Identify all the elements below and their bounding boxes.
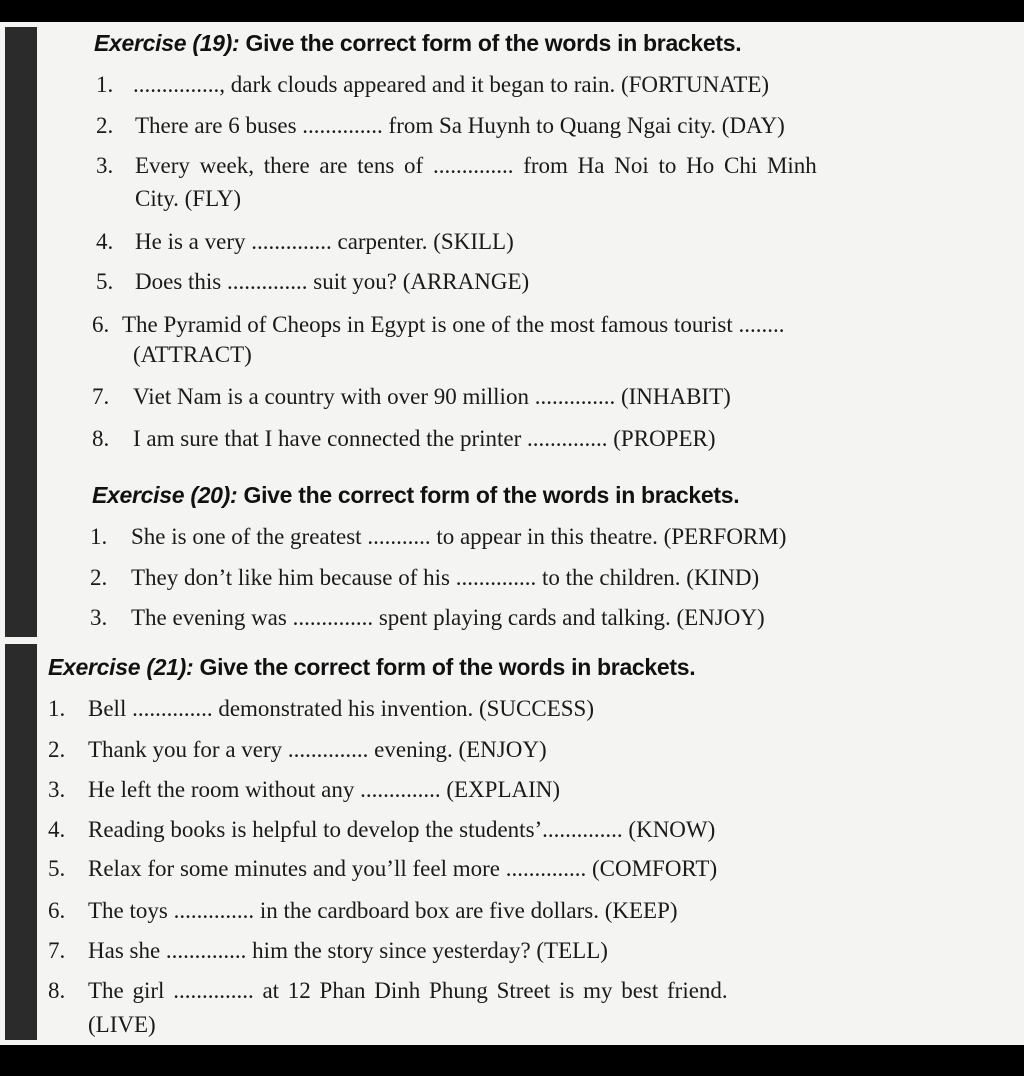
item-text: Does this .............. suit you? (ARRANGE) <box>135 269 530 294</box>
ex19-item-8 <box>92 426 716 452</box>
ex19-item-4 <box>96 229 514 255</box>
exercise-19-instruction: Give the correct form of the words in brackets. <box>239 30 742 56</box>
item-text: Relax for some minutes and you’ll feel more .............. (COMFORT) <box>88 856 718 881</box>
ex19-item-2 <box>96 113 785 139</box>
item-number: 6. <box>48 898 66 923</box>
exercise-21-label: Exercise (21): <box>48 654 194 680</box>
margin-bar-bottom <box>5 644 37 1040</box>
item-number: 8. <box>48 978 66 1003</box>
item-text: Reading books is helpful to develop the students’.............. (KNOW) <box>88 817 716 842</box>
exercise-21-instruction: Give the correct form of the words in brackets. <box>193 654 696 680</box>
ex19-item-7 <box>92 384 731 410</box>
ex21-item-4 <box>48 817 715 843</box>
margin-bar-top <box>5 27 37 637</box>
exercise-19-label: Exercise (19): <box>94 30 240 56</box>
item-number: 3. <box>48 777 66 802</box>
item-number: 7. <box>92 384 110 409</box>
item-text: Thank you for a very .............. evening. (ENJOY) <box>88 737 547 762</box>
item-number: 2. <box>48 737 66 762</box>
item-text: She is one of the greatest ........... to appear in this theatre. (PERFORM) <box>131 524 787 549</box>
item-number: 5. <box>48 856 66 881</box>
item-text: The toys .............. in the cardboard box are five dollars. (KEEP) <box>88 898 678 923</box>
ex21-item-2 <box>48 737 547 763</box>
item-text: ..............., dark clouds appeared and it began to rain. (FORTUNATE) <box>133 72 770 97</box>
item-text: Every week, there are tens of .............. from Ha Noi to Ho Chi Minh <box>135 153 817 178</box>
item-number: 5. <box>96 269 114 294</box>
worksheet-page <box>0 22 1024 1045</box>
ex19-item-6 <box>92 312 784 338</box>
exercise-20-label: Exercise (20): <box>92 482 238 508</box>
item-number: 6. <box>92 312 110 337</box>
ex19-item-3 <box>96 153 817 179</box>
ex19-item-1 <box>96 72 769 98</box>
item-text: Bell .............. demonstrated his invention. (SUCCESS) <box>88 696 594 721</box>
item-number: 1. <box>90 524 108 549</box>
item-number: 2. <box>90 565 108 590</box>
item-number: 7. <box>48 938 66 963</box>
ex20-item-2 <box>90 565 759 591</box>
item-text-continued: (LIVE) <box>88 1012 156 1037</box>
item-text-continued: City. (FLY) <box>135 186 242 211</box>
item-number: 1. <box>48 696 66 721</box>
ex21-item-3 <box>48 777 560 803</box>
exercise-20-instruction: Give the correct form of the words in brackets. <box>237 482 740 508</box>
ex19-item-3-continuation <box>135 186 241 212</box>
exercise-21-heading <box>48 654 695 681</box>
ex21-item-6 <box>48 898 678 924</box>
item-number: 3. <box>90 605 108 630</box>
ex21-item-7 <box>48 938 608 964</box>
ex21-item-8 <box>48 978 728 1004</box>
item-text: The evening was .............. spent playing cards and talking. (ENJOY) <box>131 605 765 630</box>
ex19-item-5 <box>96 269 529 295</box>
exercise-19-heading <box>94 30 741 57</box>
item-text: They don’t like him because of his .............. to the children. (KIND) <box>131 565 760 590</box>
item-text: The girl .............. at 12 Phan Dinh Phung Street is my best friend. <box>88 978 728 1003</box>
exercise-20-heading <box>92 482 739 509</box>
item-number: 4. <box>48 817 66 842</box>
item-text: He is a very .............. carpenter. (SKILL) <box>135 229 514 254</box>
item-number: 2. <box>96 113 114 138</box>
item-text: He left the room without any .............. (EXPLAIN) <box>88 777 561 802</box>
item-text: I am sure that I have connected the printer .............. (PROPER) <box>133 426 716 451</box>
item-number: 4. <box>96 229 114 254</box>
ex21-item-1 <box>48 696 594 722</box>
ex19-item-6-continuation <box>133 342 252 368</box>
item-number: 3. <box>96 153 114 178</box>
item-number: 1. <box>96 72 114 97</box>
item-text: There are 6 buses .............. from Sa Huynh to Quang Ngai city. (DAY) <box>135 113 785 138</box>
item-number: 8. <box>92 426 110 451</box>
item-text: The Pyramid of Cheops in Egypt is one of the most famous tourist ........ <box>122 312 785 337</box>
ex21-item-8-continuation <box>88 1012 156 1038</box>
ex21-item-5 <box>48 856 717 882</box>
item-text-continued: (ATTRACT) <box>133 342 252 367</box>
ex20-item-1 <box>90 524 786 550</box>
item-text: Viet Nam is a country with over 90 million .............. (INHABIT) <box>133 384 731 409</box>
item-text: Has she .............. him the story since yesterday? (TELL) <box>88 938 608 963</box>
ex20-item-3 <box>90 605 765 631</box>
